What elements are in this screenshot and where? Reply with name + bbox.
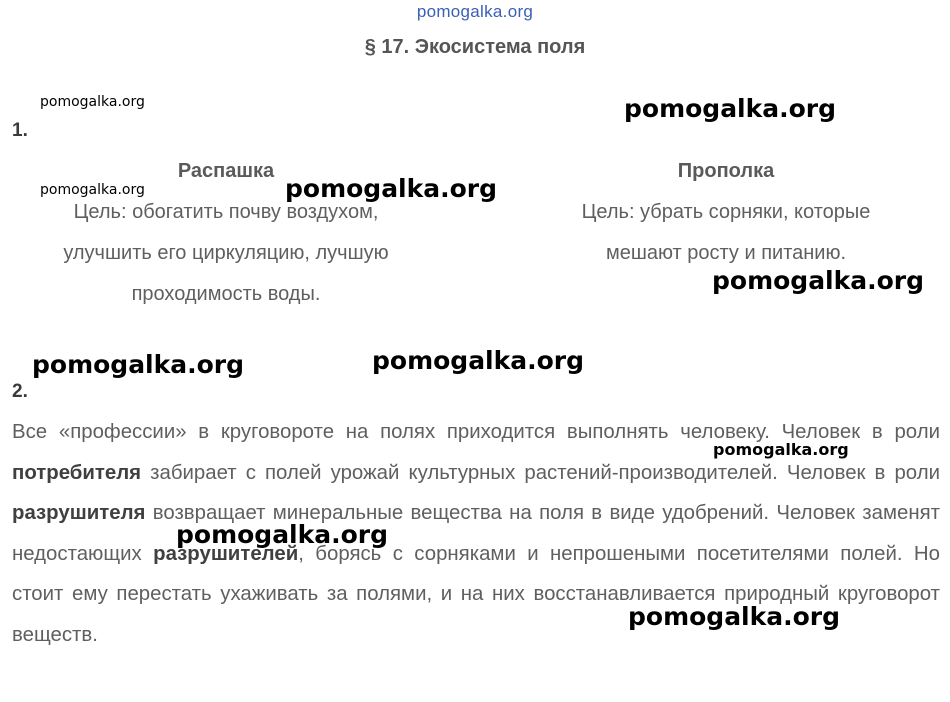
- task-2-number: 2.: [12, 381, 28, 402]
- left-line-2: улучшить его циркуляцию, лучшую: [63, 242, 389, 264]
- watermark: pomogalka.org: [40, 182, 145, 198]
- right-line-2: мешают росту и питанию.: [605, 242, 847, 264]
- left-line-3: проходимость воды.: [131, 283, 321, 305]
- watermark: pomogalka.org: [713, 440, 849, 459]
- left-column-text: [26, 192, 426, 315]
- term-destroyers: разрушителей: [153, 542, 299, 565]
- watermark: pomogalka.org: [32, 350, 245, 379]
- para-segment-4: , борясь с сорняками и непрошеными посетителями полей. Но стоит ему перестать ухаживать за полями, и на них восстанавливается природный круговорот веществ.: [12, 542, 940, 646]
- watermark: pomogalka.org: [40, 94, 145, 110]
- watermark: pomogalka.org: [712, 266, 925, 295]
- left-line-1: Цель: обогатить почву воздухом,: [73, 201, 379, 223]
- site-link[interactable]: pomogalka.org: [416, 2, 534, 21]
- term-consumer: потребителя: [12, 461, 142, 484]
- para-segment-2: забирает с полей урожай культурных растений-производителей. Человек в роли: [141, 461, 940, 484]
- right-column-text: [526, 192, 926, 274]
- left-column-heading: Распашка: [177, 160, 275, 182]
- para-segment-3: возвращает минеральные вещества на поля в виде удобрений. Человек заменят недостающих: [12, 502, 940, 565]
- para-segment-1: Все «профессии» в круговороте на полях приходится выполнять человеку. Человек в роли: [12, 421, 940, 443]
- right-line-1: Цель: убрать сорняки, которые: [581, 201, 871, 223]
- watermark: pomogalka.org: [285, 174, 498, 203]
- watermark: pomogalka.org: [176, 520, 389, 549]
- page-title: § 17. Экосистема поля: [364, 36, 586, 58]
- watermark: pomogalka.org: [628, 602, 841, 631]
- watermark: pomogalka.org: [624, 94, 837, 123]
- watermark: pomogalka.org: [372, 346, 585, 375]
- term-destroyer: разрушителя: [12, 502, 146, 524]
- right-column-heading: Прополка: [677, 160, 775, 182]
- task-1-number: 1.: [12, 120, 28, 141]
